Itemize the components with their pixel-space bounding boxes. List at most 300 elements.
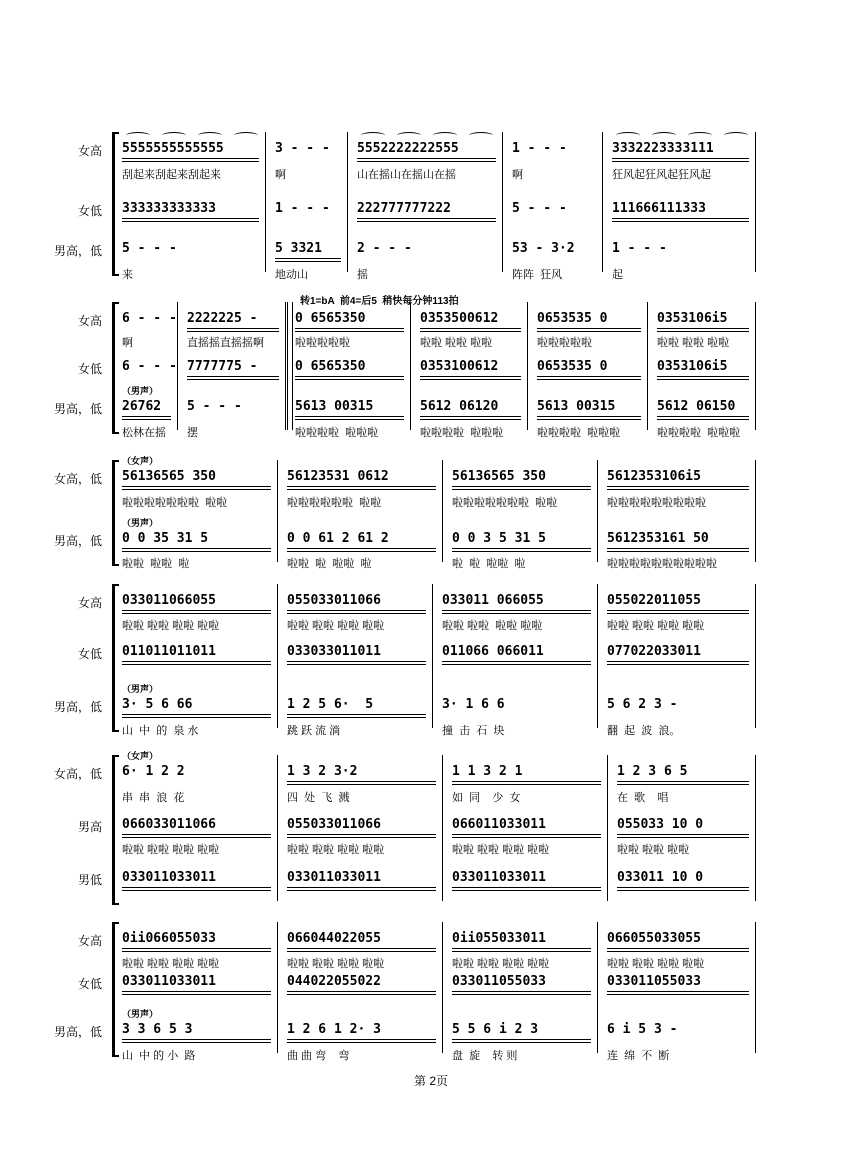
beam-line: [287, 613, 426, 614]
part-label: 女高: [77, 144, 102, 158]
beam-line: [287, 717, 426, 718]
system-bracket: [112, 584, 119, 732]
part-label: 女低: [77, 362, 102, 376]
measure-notes: 055022011055: [607, 593, 701, 608]
beam-line: [275, 261, 341, 262]
part-label: 男高: [77, 820, 102, 834]
beam-line: [122, 948, 271, 949]
barline: [597, 460, 598, 562]
part-label: 女高，低: [53, 767, 102, 781]
barline: [265, 132, 266, 272]
beam-line: [657, 419, 749, 420]
beam-line: [287, 714, 426, 715]
beam-line: [122, 951, 271, 952]
measure-notes: 5612 06150: [657, 399, 736, 414]
barline: [597, 584, 598, 728]
lyric-text: 啦啦啦啦啦啦啦啦啦: [607, 497, 706, 509]
beam-line: [420, 416, 521, 417]
double-barline: [287, 302, 293, 430]
lyric-text: 啊: [512, 169, 523, 181]
barline: [755, 584, 756, 728]
beam-line: [442, 613, 591, 614]
measure-notes: 56136565 350: [452, 469, 546, 484]
slur-mark: [198, 132, 222, 139]
barline: [347, 132, 348, 272]
measure-notes: 3· 5 6 66: [122, 697, 193, 712]
lyric-text: 啦啦 啦啦 啦啦 啦啦: [287, 620, 385, 632]
lyric-text: 刮起来刮起来刮起来: [122, 169, 221, 181]
part-label: 男高，低: [53, 1025, 102, 1039]
lyric-text: 啦啦 啦啦 啦啦 啦啦: [452, 844, 550, 856]
barline: [602, 132, 603, 272]
beam-line: [607, 548, 749, 549]
beam-line: [657, 376, 749, 377]
beam-line: [122, 489, 271, 490]
measure-notes: 2222225 -: [187, 311, 258, 326]
beam-line: [452, 890, 601, 891]
beam-line: [442, 664, 591, 665]
barline: [755, 755, 756, 901]
beam-line: [452, 1042, 591, 1043]
beam-line: [295, 328, 404, 329]
lyric-text: 啦啦啦啦 啦啦啦: [420, 427, 504, 439]
beam-line: [357, 161, 496, 162]
measure-notes: 033011055033: [452, 974, 546, 989]
measure-notes: 5613 00315: [295, 399, 374, 414]
lyric-text: 啦啦啦啦 啦啦啦: [295, 427, 379, 439]
barline: [755, 132, 756, 272]
system-bracket: [112, 302, 119, 434]
barline: [647, 302, 648, 430]
system-bracket: [112, 922, 119, 1057]
beam-line: [537, 379, 641, 380]
beam-line: [122, 834, 271, 835]
beam-line: [287, 664, 426, 665]
measure-notes: 033011066055: [122, 593, 216, 608]
lyric-text: 啦啦 啦啦 啦啦: [420, 337, 493, 349]
slur-mark: [433, 132, 457, 139]
measure-notes: 055033011066: [287, 817, 381, 832]
measure-notes: 033011 066055: [442, 593, 544, 608]
measure-notes: 0 6565350: [295, 359, 366, 374]
beam-line: [617, 781, 749, 782]
beam-line: [357, 218, 496, 219]
barline: [442, 922, 443, 1053]
beam-line: [287, 1042, 436, 1043]
page-number: 第 2页: [413, 1074, 448, 1088]
beam-line: [122, 221, 259, 222]
barline: [442, 460, 443, 562]
part-label: 男低: [77, 873, 102, 887]
beam-line: [607, 661, 749, 662]
lyric-text: 来: [122, 269, 133, 281]
beam-line: [122, 887, 271, 888]
measure-notes: 26762: [122, 399, 162, 414]
measure-notes: 0ii055033011: [452, 931, 546, 946]
measure-notes: 7777775 -: [187, 359, 258, 374]
lyric-text: 狂风起狂风起狂风起: [612, 169, 711, 181]
beam-line: [420, 379, 521, 380]
barline: [502, 132, 503, 272]
beam-line: [122, 548, 271, 549]
lyric-text: 串 串 浪 花: [122, 792, 185, 804]
beam-line: [612, 218, 749, 219]
beam-line: [607, 551, 749, 552]
measure-notes: 0 0 35 31 5: [122, 531, 209, 546]
beam-line: [607, 489, 749, 490]
slur-mark: [234, 132, 258, 139]
measure-notes: 1 - - -: [275, 201, 330, 216]
beam-line: [122, 610, 271, 611]
measure-notes: 1 - - -: [512, 141, 567, 156]
measure-notes: 066011033011: [452, 817, 546, 832]
beam-line: [420, 328, 521, 329]
measure-notes: 5612 06120: [420, 399, 499, 414]
beam-line: [295, 379, 404, 380]
beam-line: [617, 834, 749, 835]
lyric-text: 在 歌 唱: [617, 792, 669, 804]
beam-line: [420, 376, 521, 377]
beam-line: [287, 486, 436, 487]
part-label: 女低: [77, 647, 102, 661]
lyric-text: 啊: [275, 169, 286, 181]
measure-notes: 033011033011: [122, 870, 216, 885]
beam-line: [537, 331, 641, 332]
part-label: 女低: [77, 977, 102, 991]
measure-notes: 2 - - -: [357, 241, 412, 256]
measure-notes: 5 5 6 i 2 3: [452, 1022, 539, 1037]
barline: [410, 302, 411, 430]
lyric-text: 盘 旋 转 则: [452, 1050, 518, 1062]
measure-notes: 0ii066055033: [122, 931, 216, 946]
beam-line: [442, 661, 591, 662]
beam-line: [122, 486, 271, 487]
measure-notes: 3· 1 6 6: [442, 697, 505, 712]
beam-line: [122, 1042, 271, 1043]
measure-notes: 6 - - -: [122, 311, 177, 326]
beam-line: [287, 890, 436, 891]
lyric-text: 啦啦 啦啦 啦啦 啦啦: [607, 958, 705, 970]
measure-notes: 1 1 3 2 1: [452, 764, 523, 779]
beam-line: [537, 328, 641, 329]
barline: [432, 584, 433, 728]
measure-notes: 044022055022: [287, 974, 381, 989]
lyric-text: 啦啦啦啦啦啦 啦啦: [287, 497, 382, 509]
measure-notes: 011011011011: [122, 644, 216, 659]
measure-notes: 1 - - -: [612, 241, 667, 256]
beam-line: [122, 416, 171, 417]
beam-line: [357, 158, 496, 159]
part-label: 男高，低: [53, 700, 102, 714]
beam-line: [295, 419, 404, 420]
slur-mark: [724, 132, 748, 139]
beam-line: [452, 489, 591, 490]
measure-notes: 055033011066: [287, 593, 381, 608]
beam-line: [617, 784, 749, 785]
lyric-text: 啦啦啦啦啦: [295, 337, 350, 349]
lyric-text: 翻 起 波 浪。: [607, 725, 681, 737]
measure-notes: 066033011066: [122, 817, 216, 832]
beam-line: [612, 161, 749, 162]
part-label: 男高，低: [53, 244, 102, 258]
lyric-text: 山 中 的 小 路: [122, 1050, 196, 1062]
measure-notes: 055033 10 0: [617, 817, 704, 832]
beam-line: [612, 158, 749, 159]
lyric-text: 啦啦 啦啦 啦啦 啦啦: [452, 958, 550, 970]
part-label: 男高，低: [53, 402, 102, 416]
lyric-text: 啦啦 啦啦 啦啦 啦啦: [122, 620, 220, 632]
beam-line: [607, 664, 749, 665]
lyric-text: 啦啦啦啦啦啦啦 啦啦: [452, 497, 558, 509]
lyric-text: 啦啦 啦啦 啦啦: [657, 337, 730, 349]
lyric-text: 直摇摇直摇摇啊: [187, 337, 264, 349]
lyric-text: 啦啦 啦啦 啦: [122, 558, 190, 570]
measure-notes: 5552222222555: [357, 141, 459, 156]
lyric-text: 摆: [187, 427, 198, 439]
beam-line: [122, 664, 271, 665]
beam-line: [452, 991, 591, 992]
measure-notes: 033011033011: [452, 870, 546, 885]
beam-line: [617, 887, 749, 888]
beam-line: [607, 991, 749, 992]
barline: [607, 755, 608, 901]
measure-notes: 56136565 350: [122, 469, 216, 484]
measure-notes: 5612353161 50: [607, 531, 709, 546]
measure-notes: 5 - - -: [512, 201, 567, 216]
beam-line: [657, 379, 749, 380]
beam-line: [122, 994, 271, 995]
beam-line: [607, 951, 749, 952]
beam-line: [122, 890, 271, 891]
beam-line: [287, 887, 436, 888]
slur-mark: [397, 132, 421, 139]
beam-line: [122, 714, 271, 715]
beam-line: [187, 331, 279, 332]
beam-line: [452, 551, 591, 552]
lyric-text: 啦啦 啦啦 啦啦 啦啦: [287, 958, 385, 970]
system-bracket: [112, 132, 119, 276]
beam-line: [295, 376, 404, 377]
part-label: 男高，低: [53, 534, 102, 548]
measure-notes: 1 2 3 6 5: [617, 764, 688, 779]
measure-notes: 077022033011: [607, 644, 701, 659]
beam-line: [452, 948, 591, 949]
beam-line: [187, 379, 279, 380]
measure-notes: 0353100612: [420, 359, 499, 374]
beam-line: [287, 551, 436, 552]
measure-notes: 56123531 0612: [287, 469, 389, 484]
beam-line: [287, 1039, 436, 1040]
measure-notes: 3332223333111: [612, 141, 714, 156]
beam-line: [607, 486, 749, 487]
measure-notes: 5 3321: [275, 241, 322, 256]
lyric-text: 起: [612, 269, 623, 281]
slur-mark: [361, 132, 385, 139]
beam-line: [122, 991, 271, 992]
beam-line: [452, 834, 601, 835]
beam-line: [287, 837, 436, 838]
lyric-text: 松林在摇: [122, 427, 166, 439]
slur-mark: [688, 132, 712, 139]
beam-line: [452, 1039, 591, 1040]
barline: [755, 460, 756, 562]
measure-notes: 0653535 0: [537, 359, 608, 374]
beam-line: [122, 218, 259, 219]
measure-notes: 1 2 6 1 2· 3: [287, 1022, 381, 1037]
lyric-text: 啦啦啦啦啦: [537, 337, 592, 349]
measure-notes: 0353500612: [420, 311, 499, 326]
beam-line: [452, 486, 591, 487]
beam-line: [442, 610, 591, 611]
beam-line: [122, 613, 271, 614]
beam-line: [187, 328, 279, 329]
slur-mark: [652, 132, 676, 139]
beam-line: [295, 416, 404, 417]
beam-line: [122, 837, 271, 838]
part-label: 女高，低: [53, 472, 102, 486]
beam-line: [607, 994, 749, 995]
barline: [277, 584, 278, 728]
beam-line: [287, 661, 426, 662]
measure-notes: 5 - - -: [122, 241, 177, 256]
voice-tag: （男声）: [122, 518, 159, 528]
measure-notes: 0653535 0: [537, 311, 608, 326]
barline: [177, 302, 178, 430]
beam-line: [287, 548, 436, 549]
barline: [277, 755, 278, 901]
measure-notes: 53 - 3·2: [512, 241, 575, 256]
beam-line: [420, 331, 521, 332]
beam-line: [122, 419, 171, 420]
lyric-text: 啦啦 啦啦 啦啦 啦啦: [442, 620, 543, 632]
measure-notes: 1 3 2 3·2: [287, 764, 358, 779]
measure-notes: 5555555555555: [122, 141, 224, 156]
barline: [442, 755, 443, 901]
beam-line: [295, 331, 404, 332]
lyric-text: 撞 击 石 块: [442, 725, 505, 737]
measure-notes: 0 6565350: [295, 311, 366, 326]
beam-line: [187, 376, 279, 377]
beam-line: [122, 551, 271, 552]
measure-notes: 5 6 2 3 -: [607, 697, 678, 712]
lyric-text: 啦啦啦啦 啦啦啦: [537, 427, 621, 439]
measure-notes: 5612353106i5: [607, 469, 701, 484]
beam-line: [287, 834, 436, 835]
measure-notes: 5613 00315: [537, 399, 616, 414]
beam-line: [287, 948, 436, 949]
beam-line: [420, 419, 521, 420]
lyric-text: 啦啦 啦啦 啦啦: [617, 844, 690, 856]
beam-line: [275, 258, 341, 259]
lyric-text: 啦啦 啦 啦啦 啦: [287, 558, 372, 570]
slur-mark: [616, 132, 640, 139]
barline: [285, 302, 286, 430]
beam-line: [122, 661, 271, 662]
beam-line: [287, 781, 436, 782]
measure-notes: 0353106i5: [657, 359, 728, 374]
lyric-text: 啦 啦 啦啦 啦: [452, 558, 526, 570]
measure-notes: 033011 10 0: [617, 870, 704, 885]
beam-line: [607, 613, 749, 614]
beam-line: [452, 781, 601, 782]
lyric-text: 曲 曲 弯 弯: [287, 1050, 350, 1062]
measure-notes: 033011033011: [122, 974, 216, 989]
system-bracket: [112, 755, 119, 905]
barline: [527, 302, 528, 430]
lyric-text: 山在摇山在摇山在摇: [357, 169, 456, 181]
beam-line: [452, 548, 591, 549]
lyric-text: 啦啦啦啦啦啦啦 啦啦: [122, 497, 228, 509]
lyric-text: 啦啦 啦啦 啦啦 啦啦: [122, 958, 220, 970]
measure-notes: 333333333333: [122, 201, 216, 216]
measure-notes: 6· 1 2 2: [122, 764, 185, 779]
beam-line: [657, 328, 749, 329]
beam-line: [452, 784, 601, 785]
beam-line: [612, 221, 749, 222]
part-label: 女低: [77, 204, 102, 218]
beam-line: [537, 416, 641, 417]
slur-mark: [469, 132, 493, 139]
beam-line: [657, 331, 749, 332]
lyric-text: 地动山: [275, 269, 308, 281]
measure-notes: 0353106i5: [657, 311, 728, 326]
measure-notes: 011066 066011: [442, 644, 544, 659]
measure-notes: 5 - - -: [187, 399, 242, 414]
barline: [277, 460, 278, 562]
voice-tag: （男声）: [122, 386, 159, 396]
part-label: 女高: [77, 934, 102, 948]
measure-notes: 033033011011: [287, 644, 381, 659]
beam-line: [357, 221, 496, 222]
tempo-marking: 转1=bA 前4=后5 稍快每分钟113拍: [300, 296, 459, 307]
part-label: 女高: [77, 596, 102, 610]
lyric-text: 阵阵 狂风: [512, 269, 563, 281]
lyric-text: 啦啦 啦啦 啦啦 啦啦: [287, 844, 385, 856]
measure-notes: 3 3 6 5 3: [122, 1022, 193, 1037]
lyric-text: 啦啦啦啦啦啦啦啦啦啦: [607, 558, 717, 570]
voice-tag: （男声）: [122, 684, 159, 694]
measure-notes: 066055033055: [607, 931, 701, 946]
beam-line: [452, 887, 601, 888]
measure-notes: 0 0 61 2 61 2: [287, 531, 389, 546]
voice-tag: （男声）: [122, 1009, 159, 1019]
lyric-text: 四 处 飞 溅: [287, 792, 350, 804]
lyric-text: 摇: [357, 269, 368, 281]
beam-line: [122, 161, 259, 162]
measure-notes: 3 - - -: [275, 141, 330, 156]
lyric-text: 跳 跃 流 淌: [287, 725, 341, 737]
lyric-text: 山 中 的 泉 水: [122, 725, 199, 737]
barline: [755, 302, 756, 430]
beam-line: [287, 991, 436, 992]
lyric-text: 连 绵 不 断: [607, 1050, 670, 1062]
beam-line: [122, 717, 271, 718]
measure-notes: 1 2 5 6· 5: [287, 697, 374, 712]
beam-line: [617, 890, 749, 891]
part-label: 女高: [77, 314, 102, 328]
beam-line: [287, 784, 436, 785]
lyric-text: 如 同 少 女: [452, 792, 521, 804]
barline: [755, 922, 756, 1053]
measure-notes: 033011055033: [607, 974, 701, 989]
lyric-text: 啦啦啦啦 啦啦啦: [657, 427, 741, 439]
beam-line: [287, 610, 426, 611]
measure-notes: 033011033011: [287, 870, 381, 885]
measure-notes: 066044022055: [287, 931, 381, 946]
lyric-text: 啦啦 啦啦 啦啦 啦啦: [122, 844, 220, 856]
measure-notes: 222777777222: [357, 201, 451, 216]
system-bracket: [112, 460, 119, 566]
